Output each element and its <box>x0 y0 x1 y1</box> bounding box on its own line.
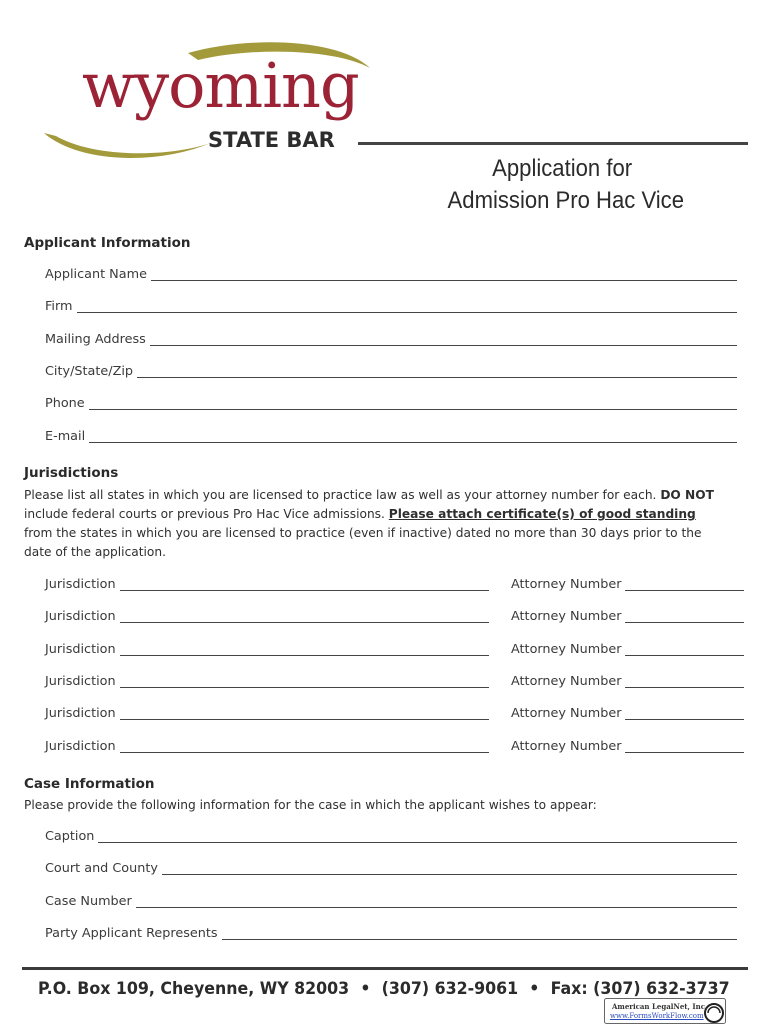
logo-swoosh <box>44 133 213 158</box>
jurisdictions-heading: Jurisdictions <box>24 465 119 481</box>
caption-label: Caption <box>45 829 95 844</box>
jurisdiction-field-6[interactable] <box>45 738 489 755</box>
mailing-address-input[interactable] <box>150 331 737 346</box>
firm-label: Firm <box>45 299 73 314</box>
city-state-zip-input[interactable] <box>137 363 737 378</box>
phone-field[interactable] <box>45 395 737 412</box>
attorney-number-label: Attorney Number <box>511 609 622 624</box>
jurisdiction-field-4[interactable] <box>45 673 489 690</box>
attorney-number-label: Attorney Number <box>511 642 622 657</box>
mailing-address-label: Mailing Address <box>45 332 146 347</box>
jurisdiction-label: Jurisdiction <box>45 577 116 592</box>
phone-input[interactable] <box>89 395 737 410</box>
header-rule <box>358 142 748 145</box>
jurisdiction-input[interactable] <box>120 641 489 656</box>
party-applicant-represents-label: Party Applicant Represents <box>45 926 218 941</box>
attorney-number-field-1[interactable] <box>511 576 744 593</box>
attorney-number-label: Attorney Number <box>511 674 622 689</box>
applicant-name-field[interactable] <box>45 266 737 283</box>
attorney-number-field-3[interactable] <box>511 641 744 658</box>
footer-fax: Fax: (307) 632-3737 <box>550 979 730 999</box>
firm-input[interactable] <box>77 298 738 313</box>
court-and-county-label: Court and County <box>45 861 158 876</box>
city-state-zip-field[interactable] <box>45 363 737 380</box>
firm-field[interactable] <box>45 298 737 315</box>
logo-subtitle: STATE BAR <box>208 128 335 152</box>
case-number-input[interactable] <box>136 893 737 908</box>
jurisdiction-label: Jurisdiction <box>45 706 116 721</box>
badge-company: American LegalNet, Inc. <box>612 1002 708 1011</box>
attorney-number-label: Attorney Number <box>511 577 622 592</box>
jurisdiction-input[interactable] <box>120 705 489 720</box>
attorney-number-label: Attorney Number <box>511 706 622 721</box>
attorney-number-input[interactable] <box>625 641 744 656</box>
footer-separator: • <box>360 979 371 999</box>
badge-link[interactable]: www.FormsWorkFlow.com <box>610 1012 704 1020</box>
party-applicant-represents-input[interactable] <box>222 925 737 940</box>
attorney-number-field-4[interactable] <box>511 673 744 690</box>
email-field[interactable] <box>45 428 737 445</box>
attorney-number-field-2[interactable] <box>511 608 744 625</box>
jurisdiction-input[interactable] <box>120 738 489 753</box>
footer-address: P.O. Box 109, Cheyenne, WY 82003 <box>38 979 350 999</box>
footer-phone: (307) 632-9061 <box>381 979 519 999</box>
do-not-emphasis: DO NOT <box>660 488 714 502</box>
jurisdiction-label: Jurisdiction <box>45 642 116 657</box>
court-and-county-input[interactable] <box>162 860 737 875</box>
jurisdiction-field-3[interactable] <box>45 641 489 658</box>
footer-separator: • <box>529 979 540 999</box>
jurisdiction-input[interactable] <box>120 608 489 623</box>
email-label: E-mail <box>45 429 86 444</box>
attorney-number-input[interactable] <box>625 673 744 688</box>
city-state-zip-label: City/State/Zip <box>45 364 134 379</box>
attorney-number-input[interactable] <box>625 738 744 753</box>
case-instructions: Please provide the following information for the case in which the applicant wishes to appear: <box>24 798 597 812</box>
form-title-line-2: Admission Pro Hac Vice <box>447 187 684 214</box>
attorney-number-label: Attorney Number <box>511 739 622 754</box>
good-standing-emphasis: Please attach certificate(s) of good standing <box>388 507 696 521</box>
jurisdiction-input[interactable] <box>120 576 489 591</box>
logo-wordmark: wyoming <box>82 49 359 122</box>
email-input[interactable] <box>89 428 737 443</box>
jurisdiction-input[interactable] <box>120 673 489 688</box>
applicant-name-input[interactable] <box>151 266 737 281</box>
case-information-heading: Case Information <box>24 776 155 792</box>
jurisdiction-field-2[interactable] <box>45 608 489 625</box>
footer-contact <box>38 977 730 1001</box>
jurisdictions-instructions: Please list all states in which you are licensed to practice law as well as your attorney number for each. DO NOT include federal courts or previous Pro Hac Vice admissions. Please attach certificate(s) of good standing from the states in which you are licensed to practice (even if inactive) dated no more than 30 days prior to the date of the application. <box>24 488 714 559</box>
jurisdiction-label: Jurisdiction <box>45 674 116 689</box>
jurisdiction-label: Jurisdiction <box>45 739 116 754</box>
jurisdiction-field-5[interactable] <box>45 705 489 722</box>
attorney-number-field-5[interactable] <box>511 705 744 722</box>
caption-input[interactable] <box>98 828 737 843</box>
applicant-information-heading: Applicant Information <box>24 235 191 251</box>
attorney-number-input[interactable] <box>625 608 744 623</box>
party-applicant-represents-field[interactable] <box>45 925 737 942</box>
court-and-county-field[interactable] <box>45 860 737 877</box>
attorney-number-input[interactable] <box>625 705 744 720</box>
mailing-address-field[interactable] <box>45 331 737 348</box>
footer-rule <box>22 967 748 970</box>
jurisdiction-field-1[interactable] <box>45 576 489 593</box>
phone-label: Phone <box>45 396 85 411</box>
caption-field[interactable] <box>45 828 737 845</box>
case-number-label: Case Number <box>45 894 132 909</box>
jurisdiction-label: Jurisdiction <box>45 609 116 624</box>
applicant-name-label: Applicant Name <box>45 267 147 282</box>
attorney-number-input[interactable] <box>625 576 744 591</box>
case-number-field[interactable] <box>45 893 737 910</box>
form-title-line-1: Application for <box>492 155 632 182</box>
attorney-number-field-6[interactable] <box>511 738 744 755</box>
